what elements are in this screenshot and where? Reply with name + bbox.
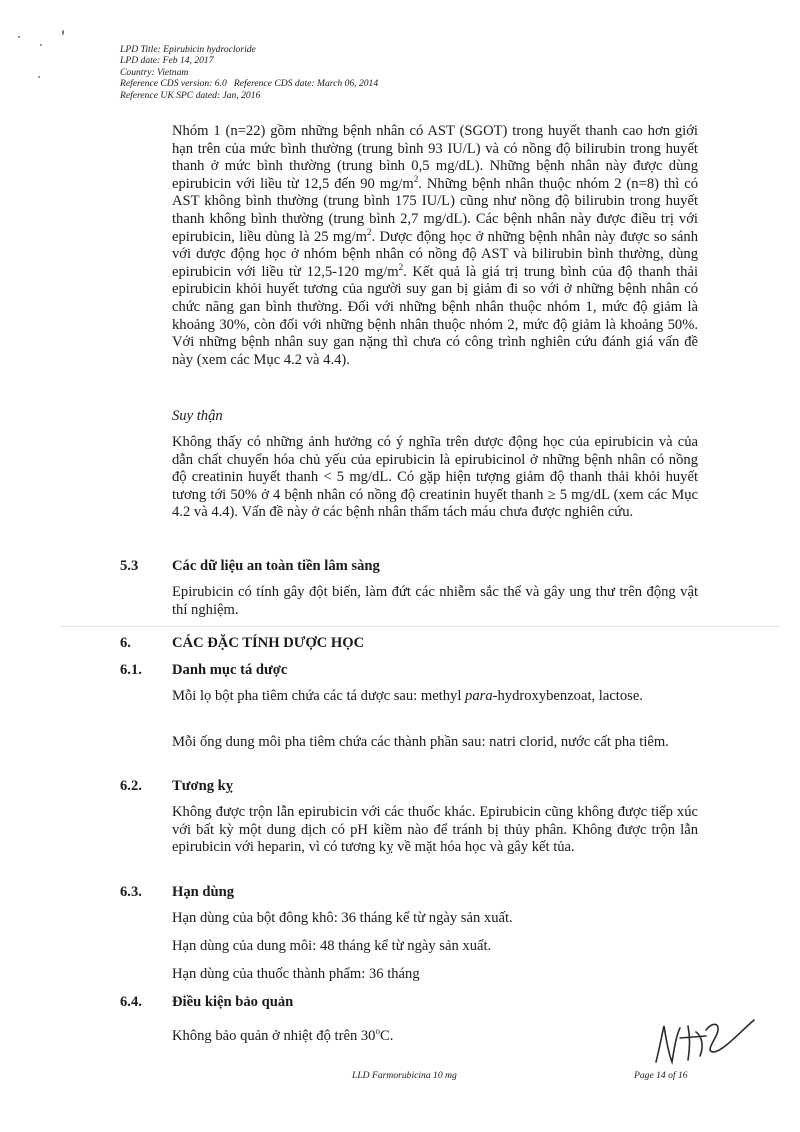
header-country: Country: Vietnam <box>120 66 189 78</box>
renal-heading: Suy thận <box>172 408 223 424</box>
section-6-2-number: 6.2. <box>120 778 142 794</box>
header-title: LPD Title: Epirubicin hydrocloride <box>120 44 256 55</box>
header-cds: Reference CDS version: 6.0 Reference CDS date: March 06, 2014 <box>120 78 379 90</box>
scan-speck <box>62 30 64 35</box>
section-5-3-number: 5.3 <box>120 558 139 574</box>
section-6-1-number: 6.1. <box>120 662 142 678</box>
section-6-title: CÁC ĐẶC TÍNH DƯỢC HỌC <box>172 635 365 651</box>
handwritten-signature <box>650 1012 760 1072</box>
section-6-4-number: 6.4. <box>120 994 142 1010</box>
shelf-life-powder: Hạn dùng của bột đông khô: 36 tháng kể từ ngày sản xuất. <box>172 910 513 926</box>
section-6-number: 6. <box>120 635 131 651</box>
section-6-1-title: Danh mục tá dược <box>172 662 288 678</box>
scan-speck <box>40 44 42 46</box>
section-6-2-text: Không được trộn lẫn epirubicin với các thuốc khác. Epirubicin cũng không được tiếp xúc với bất kỳ một dung dịch có pH kiềm nào để tránh bị thủy phân. Không được trộn lẫn epirubicin với heparin, vì có tương kỵ về mặt hóa học và gây kết tủa. <box>172 804 698 856</box>
section-6-4-title: Điều kiện bảo quản <box>172 994 294 1010</box>
shelf-life-solvent: Hạn dùng của dung môi: 48 tháng kể từ ngày sản xuất. <box>172 938 492 954</box>
footer-product: LLD Farmorubicina 10 mg <box>352 1070 457 1081</box>
scan-speck <box>38 76 40 78</box>
header-date: LPD date: Feb 14, 2017 <box>120 55 214 67</box>
header-spc: Reference UK SPC dated: Jan, 2016 <box>120 89 261 101</box>
section-6-2-title: Tương kỵ <box>172 778 234 794</box>
hepatic-paragraph: Nhóm 1 (n=22) gồm những bệnh nhân có AST (SGOT) trong huyết thanh cao hơn giới hạn trên của mức bình thường (trung bình 93 IU/L) và có nồng độ bilirubin trong huyết thanh ở mức bình thường (trung bình 0,5 mg/dL). Những bệnh nhân này được dùng epirubicin với liều từ 12,5 đến 90 $mg/m^2$. Những bệnh nhân thuộc nhóm 2 (n=8) thì có AST không bình thường (trung bình 175 IU/L) cũng như nồng độ bilirubin trong huyết thanh không bình thường (trung bình 2,7 mg/dL). Các bệnh nhân này được điều trị với epirubicin, liều dùng là 25 $mg/m^2$. Dược động học ở những bệnh nhân này được so sánh với dược động học ở nhóm bệnh nhân có nồng độ AST và bilirubin bình thường, dùng epirubicin với liều từ 12,5-120 $mg/m^2$. Kết quả là giá trị trung bình của độ thanh thải epirubicin khỏi huyết tương của người suy gan bị giảm đi so với ở những bệnh nhân có chức năng gan bình thường. Đối với những bệnh nhân thuộc nhóm 1, mức độ giảm là khoảng 30%, còn đối với những bệnh nhân thuộc nhóm 2, mức độ giảm là khoảng 50%. Với những bệnh nhân suy gan nặng thì chưa có công trình nghiên cứu đánh giá vấn đề này (xem các Mục 4.2 và 4.4). <box>172 123 699 368</box>
page-divider <box>60 626 780 627</box>
scan-speck <box>18 36 20 38</box>
renal-paragraph: Không thấy có những ảnh hưởng có ý nghĩa trên dược động học của epirubicin và của dẫn chất chuyển hóa chủ yếu của epirubicin là epirubicinol ở những bệnh nhân có nồng độ creatinin huyết thanh < 5 mg/dL. Có gặp hiện tượng giảm độ thanh thải khỏi huyết tương tới 50% ở 4 bệnh nhân có nồng độ creatinin huyết thanh ≥ 5 mg/dL (xem các Mục 4.2 và 4.4). Vấn đề này ở các bệnh nhân thẩm tách máu chưa được nghiên cứu. <box>172 434 698 521</box>
section-6-3-title: Hạn dùng <box>172 884 235 900</box>
section-5-3-title: Các dữ liệu an toàn tiền lâm sàng <box>172 558 380 574</box>
section-6-3-number: 6.3. <box>120 884 142 900</box>
shelf-life-finished: Hạn dùng của thuốc thành phẩm: 36 tháng <box>172 966 420 982</box>
section-6-1-text-2: Mỗi ống dung môi pha tiêm chứa các thành phần sau: natri clorid, nước cất pha tiêm. <box>172 734 669 750</box>
footer-page-number: Page 14 of 16 <box>634 1070 688 1081</box>
section-5-3-text: Epirubicin có tính gây đột biến, làm đứt các nhiễm sắc thể và gây ung thư trên động vật thí nghiệm. <box>172 584 698 618</box>
storage-condition: Không bảo quản ở nhiệt độ trên 30$^o$C. <box>172 1026 394 1044</box>
section-6-1-text-1: Mỗi lọ bột pha tiêm chứa các tá dược sau: methyl para-hydroxybenzoat, lactose. <box>172 688 643 704</box>
document-header <box>120 44 378 101</box>
